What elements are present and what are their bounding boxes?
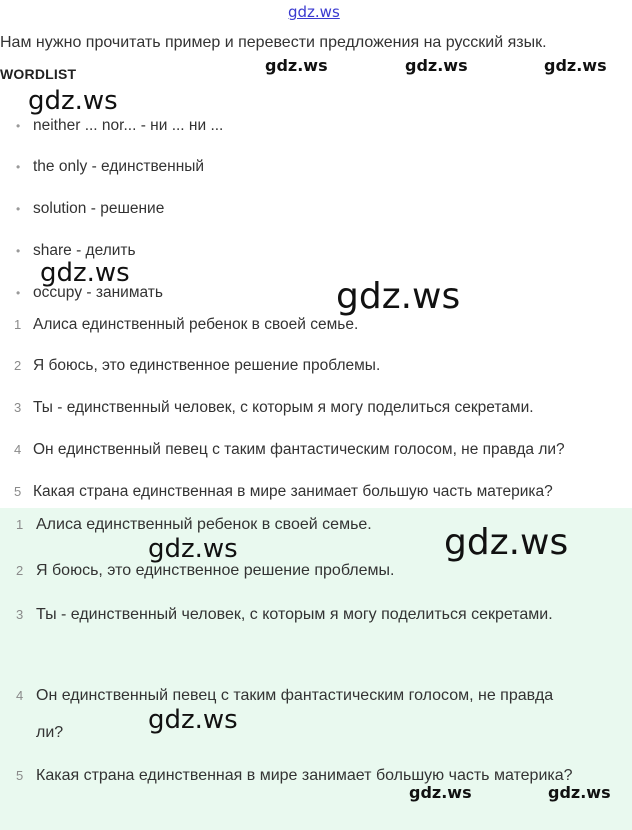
watermark: gdz.ws <box>405 56 468 75</box>
watermark: gdz.ws <box>336 276 461 317</box>
watermark: gdz.ws <box>265 56 328 75</box>
exercise-sentence: 5 Какая страна единственная в мире занимает большую часть материка? <box>14 483 553 500</box>
wordlist-item: • the only - единственный <box>16 158 205 175</box>
exercise-sentence: 2 Я боюсь, это единственное решение проблемы. <box>14 357 381 374</box>
watermark: gdz.ws <box>40 258 130 288</box>
answer-item: 3 Ты - единственный человек, с которым я могу поделиться секретами. <box>16 606 553 623</box>
exercise-sentence: 4 Он единственный певец с таким фантастическим голосом, не правда ли? <box>14 441 565 458</box>
wordlist-item: • solution - решение <box>16 200 165 217</box>
wordlist-item: • occupy - занимать <box>16 284 163 301</box>
exercise-sentence: 3 Ты - единственный человек, с которым я могу поделиться секретами. <box>14 399 534 416</box>
watermark: gdz.ws <box>148 705 238 735</box>
answer-item: 1 Алиса единственный ребенок в своей семье. <box>16 516 372 533</box>
bullet-icon: • <box>16 202 21 216</box>
wordlist-item: • share - делить <box>16 242 136 259</box>
answer-item: 2 Я боюсь, это единственное решение проблемы. <box>16 562 395 579</box>
watermark: gdz.ws <box>409 783 472 802</box>
bullet-icon: • <box>16 160 21 174</box>
bullet-icon: • <box>16 286 21 300</box>
watermark: gdz.ws <box>548 783 611 802</box>
watermark: gdz.ws <box>544 56 607 75</box>
watermark-top[interactable]: gdz.ws <box>288 3 340 21</box>
wordlist-heading: WORDLIST <box>0 66 77 82</box>
watermark: gdz.ws <box>28 86 118 116</box>
bullet-icon: • <box>16 244 21 258</box>
task-instruction: Нам нужно прочитать пример и перевести предложения на русский язык. <box>0 34 547 51</box>
bullet-icon: • <box>16 119 21 133</box>
answer-item: 4 Он единственный певец с таким фантастическим голосом, не правда ли? <box>16 687 554 741</box>
watermark: gdz.ws <box>444 522 569 563</box>
answer-item: 5 Какая страна единственная в мире занимает большую часть материка? <box>16 767 573 784</box>
watermark: gdz.ws <box>148 534 238 564</box>
wordlist-item: • neither ... nor... - ни ... ни ... <box>16 117 224 134</box>
exercise-sentence: 1 Алиса единственный ребенок в своей семье. <box>14 316 359 333</box>
